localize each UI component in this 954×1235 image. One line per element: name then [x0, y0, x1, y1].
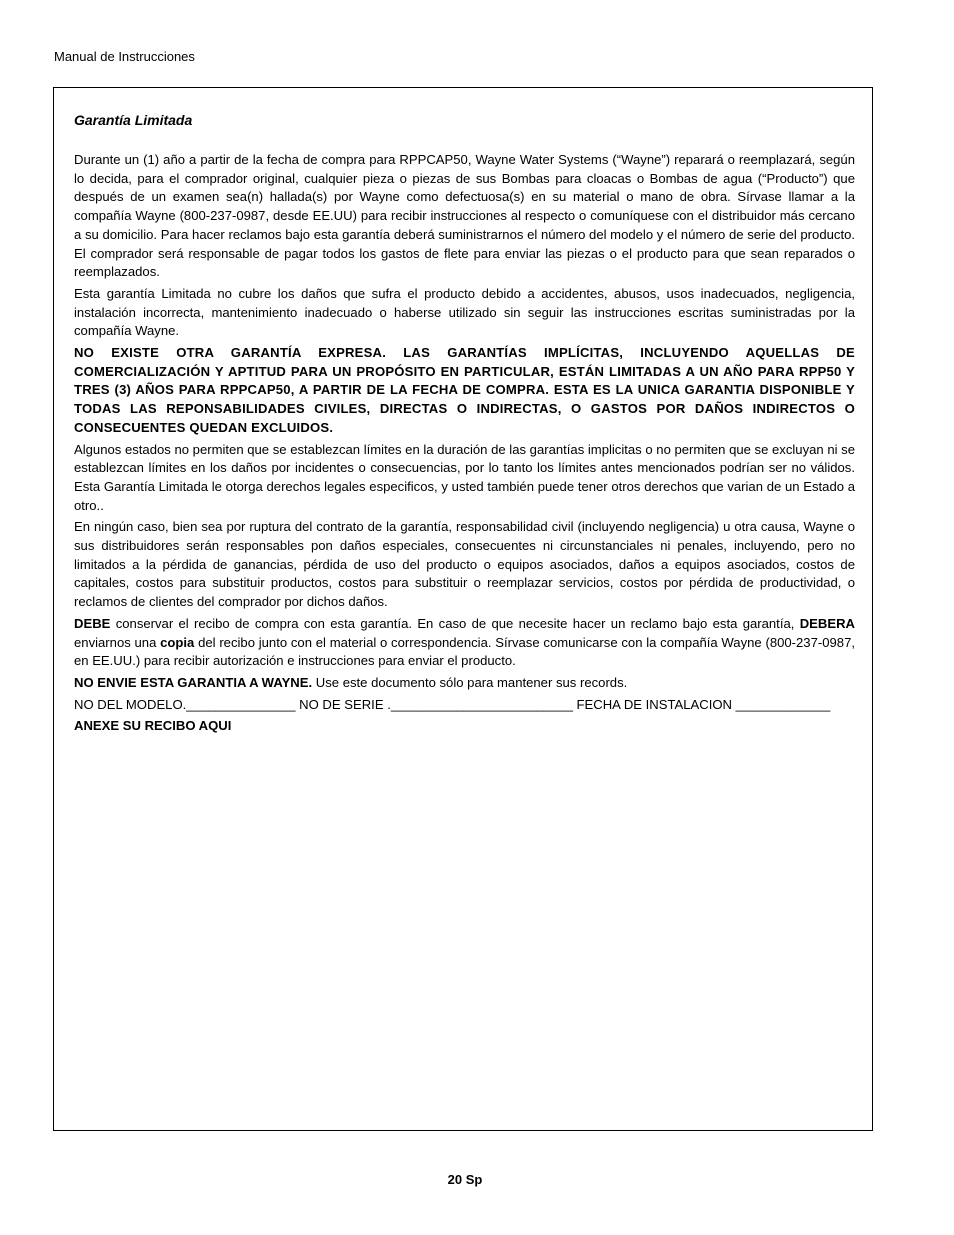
receipt-text-2: enviarnos una	[74, 634, 161, 650]
page-number: 20 Sp	[447, 1172, 483, 1187]
warranty-paragraph-disclaimer: NO EXISTE OTRA GARANTÍA EXPRESA. LAS GARANTÍAS IMPLÍCITAS, INCLUYENDO AQUELLAS DE COMERCIALIZACIÓN Y APTITUD PARA UN PROPÓSITO EN PARTICULAR, ESTÁN LIMITADAS A UN AÑO PARA RPP50 Y TRES (3) AÑOS PARA RPPCAP50, A PARTIR DE LA FECHA DE COMPRA. ESTA ES LA UNICA GARANTIA DISPONIBLE Y TODAS LAS REPONSABILIDADES CIVILES, DIRECTAS O INDIRECTAS, O GASTOS POR DAÑOS INDIRECTOS O CONSECUENTES QUEDAN EXCLUIDOS.	[74, 345, 855, 435]
warranty-paragraph-coverage: Durante un (1) año a partir de la fecha de compra para RPPCAP50, Wayne Water Systems (“Wayne”) reparará o reemplazará, según lo decida, para el comprador original, cualquier pieza o piezas de sus Bombas para cloacas o Bombas de agua (“Producto”) que después de un examen sea(n) hallada(s) por Wayne como defectuosa(s) en su material o mano de obra. Sírvase llamar a la compañía Wayne (800-237-0987, desde EE.UU) para recibir instrucciones al respecto o comuníquese con el distribuidor más cercano a su domicilio. Para hacer reclamos bajo esta garantía deberá suministrarnos el número del modelo y el número de serie del producto. El comprador será responsable de pagar todos los gastos de flete para enviar las piezas o el producto para que sean reparados o reemplazados.	[74, 152, 855, 280]
receipt-text-1: conservar el recibo de compra con esta garantía. En caso de que necesite hacer un reclamo bajo esta garantía,	[110, 615, 800, 631]
product-info-fields: NO DEL MODELO._______________ NO DE SERIE ._________________________ FECHA DE INSTALACION _____________	[74, 696, 831, 712]
must-keep-label: DEBE	[74, 615, 111, 631]
copy-label: copia	[160, 634, 195, 650]
warranty-paragraph-liability: En ningún caso, bien sea por ruptura del contrato de la garantía, responsabilidad civil (incluyendo negligencia) u otra causa, Wayne o sus distribuidores serán responsables pon daños especiales, consecuentes ni circunstanciales ni penales, incluyendo, pero no limitados a la pérdida de ganancias, pérdida de uso del producto o equipos asociados, daños a equipos asociados, costos de capitales, costos para substituir productos, costos para substituir o reemplazar servicios, costos por pérdida de productividad, o reclamos de clientes del comprador por dichos daños.	[74, 519, 855, 610]
warranty-paragraph-receipt	[74, 615, 855, 671]
warranty-paragraph-exclusions: Esta garantía Limitada no cubre los daños que sufra el producto debido a accidentes, abusos, usos inadecuados, negligencia, instalación incorrecta, mantenimiento inadecuado o haberse utilizado sin seguir las instrucciones escritas suministradas por la compañía Wayne.	[74, 285, 855, 339]
do-not-send-text: Use este documento sólo para mantener sus records.	[312, 674, 628, 690]
warranty-content	[74, 112, 855, 739]
warranty-paragraph-do-not-send	[74, 674, 855, 693]
receipt-text-3: del recibo junto con el material o correspondencia. Sírvase comunicarse con la compañía Wayne (800-237-0987, en EE.UU.) para recibir autorización e instrucciones para enviar el producto.	[74, 634, 855, 669]
warranty-paragraph-state-laws: Algunos estados no permiten que se establezcan límites en la duración de las garantías implicitas o no permiten que se excluyan ni se establezcan límites en los daños por incidentes o consecuencias, por lo tanto los límites antes mencionados podrían ser no válidos. Esta Garantía Limitada le otorga derechos legales especificos, y usted también puede tener otros derechos que varian de un Estado a otro..	[74, 441, 855, 513]
manual-title: Manual de Instrucciones	[54, 49, 195, 64]
warranty-box	[53, 87, 873, 1131]
do-not-send-label: NO ENVIE ESTA GARANTIA A WAYNE.	[74, 674, 313, 690]
must-send-label: DEBERA	[799, 615, 855, 631]
attach-receipt-label: ANEXE SU RECIBO AQUI	[74, 718, 232, 734]
warranty-heading: Garantía Limitada	[74, 112, 193, 128]
